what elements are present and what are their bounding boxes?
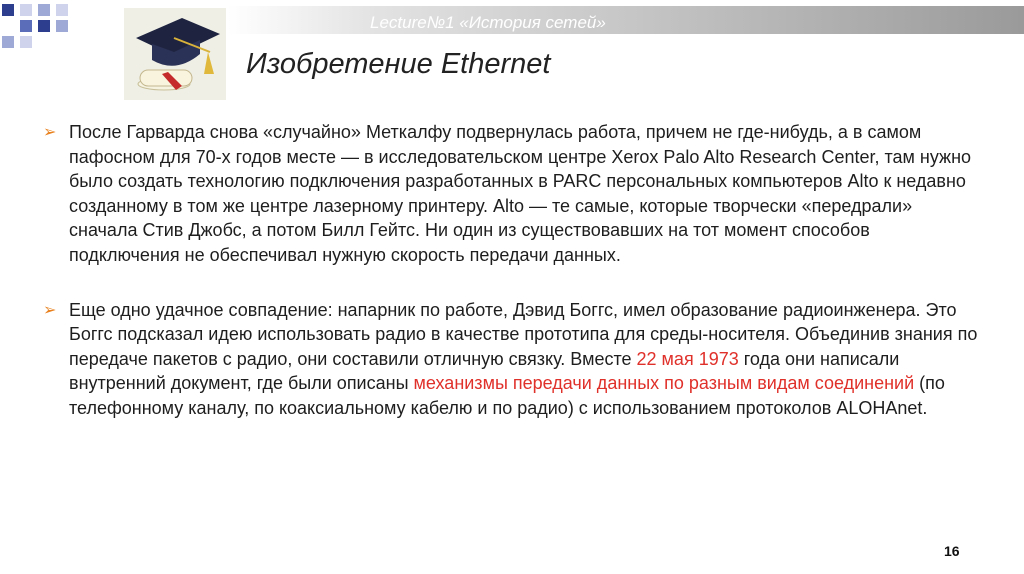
- arrow-bullet-icon: ➢: [43, 124, 57, 141]
- bullet-item: [43, 298, 983, 421]
- decorative-squares: [0, 0, 96, 70]
- page-number: 16: [944, 543, 960, 559]
- square: [56, 20, 68, 32]
- square: [56, 4, 68, 16]
- lecture-title: Lecture№1 «История сетей»: [370, 13, 606, 32]
- square: [38, 20, 50, 32]
- arrow-bullet-icon: ➢: [43, 301, 57, 319]
- bullet-text: года они написали внутренний документ, где были описаны: [69, 348, 900, 394]
- slide-title: Изобретение Ethernet: [246, 48, 551, 80]
- bullet-text: Еще одно удачное совпадение: напарник по работе, Дэвид Боггс, имел образование радиоинженера. Это Боггс подсказал идею использовать радио в качестве прототипа для среды-носителя. Объединив знания по передаче пакетов с радио, они составили отличную связку. Вместе: [69, 299, 978, 369]
- square: [20, 20, 32, 32]
- bullet-item: [43, 120, 983, 268]
- header-bar: [228, 6, 1024, 34]
- square: [2, 36, 14, 48]
- bullet-list: [43, 120, 983, 421]
- square: [20, 4, 32, 16]
- graduation-cap-diploma-icon: [124, 8, 226, 100]
- bullet-text: После Гарварда снова «случайно» Меткалфу подвернулась работа, причем не где-нибудь, а в самом пафосном для 70-х годов месте — в исследовательском центре Xerox Palo Alto Research Center, там нужно было создать технологию подключения разработанных в PARC персональных компьютеров Alto к недавно созданному в том же центре лазерному принтеру. Alto — те самые, которые творчески «передрали» сначала Стив Джобс, а потом Билл Гейтс. Ни один из существовавших на тот момент способов подключения не обеспечивал нужную скорость передачи данных.: [69, 122, 972, 265]
- highlight-date: 22 мая 1973: [636, 348, 739, 369]
- bullet-text: (по телефонному каналу, по коаксиальному кабелю и по радио) с использованием протоколов ALOHAnet.: [69, 373, 945, 418]
- square: [2, 4, 14, 16]
- square: [38, 4, 50, 16]
- highlight-phrase: механизмы передачи данных по разным видам соединений: [413, 373, 915, 394]
- square: [20, 36, 32, 48]
